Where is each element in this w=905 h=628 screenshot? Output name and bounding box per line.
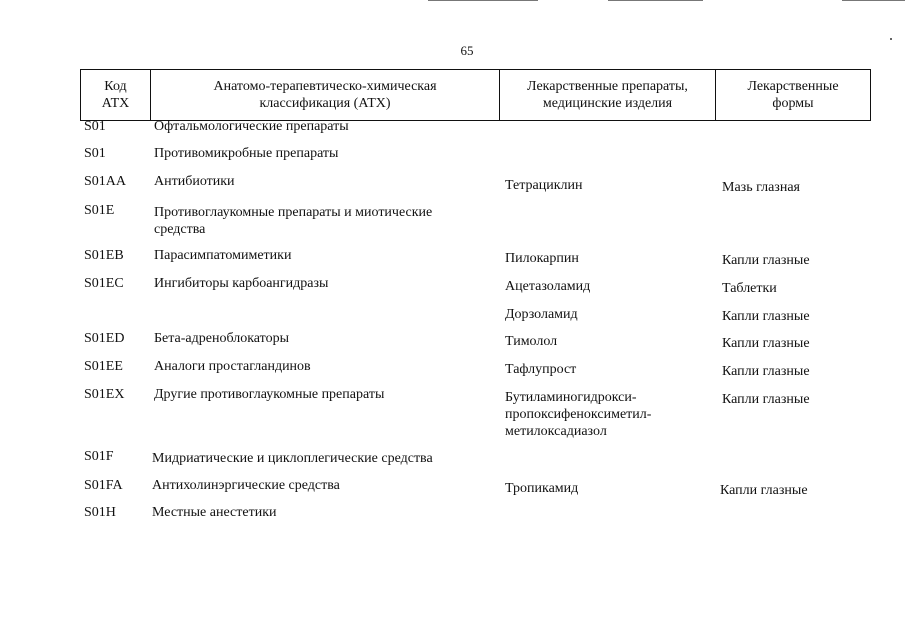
page-number: 65: [460, 43, 474, 58]
drug-name: Тафлупрост: [505, 362, 577, 377]
header-forms: Лекарственные формы: [747, 79, 839, 111]
scan-edge-line: [842, 0, 905, 1]
header-classification: Анатомо-терапевтическо-химическая классификация (АТХ): [151, 70, 500, 120]
atc-code: S01EC: [84, 276, 124, 291]
atc-name: Аналоги простагландинов: [154, 359, 311, 374]
drug-name: Ацетазоламид: [505, 279, 591, 294]
drug-name: Дорзоламид: [505, 307, 578, 322]
atc-code: S01: [84, 119, 106, 134]
header-drugs: Лекарственные препараты, медицинские изделия: [500, 70, 716, 120]
dosage-form: Капли глазные: [722, 364, 810, 379]
drug-name: Тимолол: [505, 334, 558, 349]
dosage-form: Мазь глазная: [722, 180, 800, 195]
atc-code: S01E: [84, 203, 115, 218]
scan-edge-line: [428, 0, 538, 1]
dosage-form: Капли глазные: [722, 309, 810, 324]
atc-name: Антихолинэргические средства: [152, 478, 340, 493]
drug-name: Бутиламиногидрокси- пропоксифеноксиметил- метилоксадиазол: [505, 390, 652, 439]
atc-name: Противоглаукомные препараты и миотические средства: [154, 205, 433, 237]
atc-code: S01EB: [84, 248, 124, 263]
dosage-form: Капли глазные: [720, 483, 808, 498]
atc-name: Бета-адреноблокаторы: [154, 331, 290, 346]
atc-code: S01: [84, 146, 106, 161]
dosage-form: Капли глазные: [722, 392, 810, 407]
atc-name: Мидриатические и циклоплегические средства: [152, 451, 433, 466]
scan-speck: [890, 38, 892, 40]
atc-name: Антибиотики: [154, 174, 235, 189]
atc-name: Местные анестетики: [152, 505, 277, 520]
drug-name: Тетрациклин: [505, 178, 583, 193]
atc-code: S01EX: [84, 387, 125, 402]
dosage-form: Таблетки: [722, 281, 777, 296]
atc-name: Другие противоглаукомные препараты: [154, 387, 385, 402]
atc-code: S01FA: [84, 478, 123, 493]
atc-name: Парасимпатомиметики: [154, 248, 292, 263]
drug-name: Пилокарпин: [505, 251, 579, 266]
scan-edge-line: [608, 0, 703, 1]
drug-name: Тропикамид: [505, 481, 579, 496]
atc-code: S01AA: [84, 174, 127, 189]
atc-name: Офтальмологические препараты: [154, 119, 349, 134]
dosage-form: Капли глазные: [722, 336, 810, 351]
table-header: [80, 69, 871, 121]
atc-code: S01F: [84, 449, 114, 464]
atc-name: Ингибиторы карбоангидразы: [154, 276, 329, 291]
dosage-form: Капли глазные: [722, 253, 810, 268]
atc-code: S01H: [84, 505, 116, 520]
atc-code: S01ED: [84, 331, 125, 346]
atc-name: Противомикробные препараты: [154, 146, 339, 161]
atc-code: S01EE: [84, 359, 123, 374]
header-code: Код АТХ: [81, 70, 151, 120]
